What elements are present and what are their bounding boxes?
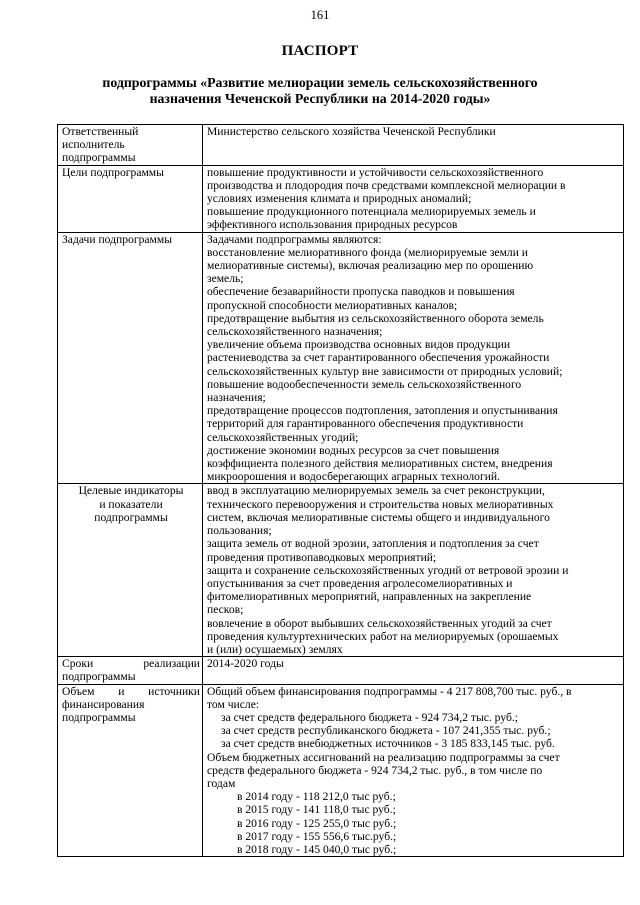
value-text: производства и плодородия почв средствами комплексной мелиорации в xyxy=(207,178,566,192)
row-value-goals xyxy=(203,165,624,232)
row-value-target-indicators xyxy=(203,484,624,657)
value-text: средств федерального бюджета - 924 734,2 тыс. руб., в том числе по xyxy=(207,763,543,777)
value-text: опустынивания за счет проведения агролесомелиоративных и xyxy=(207,576,513,590)
value-text: в 2015 году - 141 118,0 тыс руб.; xyxy=(237,803,396,817)
label-text: Сроки реализации xyxy=(62,657,200,671)
value-text: мелиоративные системы), включая реализацию мер по орошению xyxy=(207,259,534,273)
row-value-funding xyxy=(203,684,624,857)
value-text: вовлечение в оборот выбывших сельскохозяйственных угодий за счет xyxy=(207,616,552,630)
value-text: технического перевооружения и строительства новых мелиоративных xyxy=(207,497,554,511)
label-text: Ответственный xyxy=(62,125,139,138)
label-text: подпрограммы xyxy=(62,151,136,165)
label-text: подпрограммы xyxy=(62,710,136,724)
label-text: Задачи подпрограммы xyxy=(62,232,172,246)
row-value-tasks xyxy=(203,232,624,484)
value-text: в 2016 году - 125 255,0 тыс руб.; xyxy=(237,816,397,830)
value-text: условиях изменения климата и природных аномалий; xyxy=(207,192,472,206)
value-text: 2014-2020 годы xyxy=(207,657,284,671)
value-text: микроорошения и водосберегающих аграрных технологий. xyxy=(207,470,501,484)
subtitle-line: подпрограммы «Развитие мелиорации земель сельскохозяйственного xyxy=(102,75,538,90)
label-text: Объем и источники xyxy=(62,684,200,698)
value-text: проведения культуртехнических работ на мелиорируемых (орошаемых xyxy=(207,629,559,643)
value-text: сельскохозяйственных угодий; xyxy=(207,430,359,444)
label-text: Целевые индикаторы xyxy=(78,484,184,498)
value-text: пропускной способности мелиоративных каналов; xyxy=(207,298,458,312)
label-text: и показатели xyxy=(99,497,163,511)
row-value-responsible-executor xyxy=(203,125,624,166)
row-label-responsible-executor xyxy=(58,125,203,166)
label-text: исполнитель xyxy=(62,138,125,152)
table-row xyxy=(58,484,624,657)
page-number: 161 xyxy=(310,8,330,22)
row-label-implementation-period xyxy=(58,657,203,684)
table-row xyxy=(58,657,624,684)
table-row xyxy=(58,684,624,857)
value-text: защита земель от водной эрозии, затопления и подтопления за счет xyxy=(207,537,539,551)
subtitle-line: назначения Чеченской Республики на 2014-2020 годы» xyxy=(149,91,491,106)
label-text: подпрограммы xyxy=(94,510,168,524)
page-title: ПАСПОРТ xyxy=(281,43,359,59)
value-text: песков; xyxy=(207,603,244,617)
value-text: в 2014 году - 118 212,0 тыс руб.; xyxy=(237,790,396,804)
label-text: финансирования xyxy=(62,697,145,711)
value-text: повышение водообеспеченности земель сельскохозяйственного xyxy=(207,377,522,391)
label-text: Цели подпрограммы xyxy=(62,165,164,179)
value-text: защита и сохранение сельскохозяйственных угодий от ветровой эрозии и xyxy=(207,563,569,577)
value-text: растениеводства за счет гарантированного обеспечения урожайности xyxy=(207,351,550,365)
value-text: сельскохозяйственного назначения; xyxy=(207,325,383,339)
value-text: повышение продукционного потенциала мелиорируемых земель и xyxy=(207,205,536,219)
value-text: пользования; xyxy=(207,524,272,538)
table-row xyxy=(58,125,624,166)
value-text: проведения противопаводковых мероприятий; xyxy=(207,550,437,564)
value-text: Объем бюджетных ассигнований на реализацию подпрограммы за счет xyxy=(207,750,560,764)
value-text: эффективного использования природных ресурсов xyxy=(207,218,458,232)
value-text: назначения; xyxy=(207,391,266,405)
value-text: сельскохозяйственных культур вне зависимости от природных условий; xyxy=(207,364,563,378)
label-text: подпрограммы xyxy=(62,670,136,684)
passport-table xyxy=(57,124,624,857)
value-text: и (или) осушаемых) землях xyxy=(207,642,343,656)
row-value-implementation-period xyxy=(203,657,624,684)
value-text: Министерство сельского хозяйства Чеченской Республики xyxy=(207,125,496,138)
table-row xyxy=(58,232,624,484)
table-row xyxy=(58,165,624,232)
value-text: за счет средств федерального бюджета - 924 734,2 тыс. руб.; xyxy=(221,710,518,724)
value-text: в 2017 году - 155 556,6 тыс.руб.; xyxy=(237,829,397,843)
value-text: восстановление мелиоративного фонда (мелиорируемые земли и xyxy=(207,245,529,259)
value-text: повышение продуктивности и устойчивости сельскохозяйственного xyxy=(207,165,544,179)
row-label-goals xyxy=(58,165,203,232)
value-text: в 2018 году - 145 040,0 тыс руб.; xyxy=(237,842,397,856)
value-text: территорий для гарантированного обеспечения продуктивности xyxy=(207,417,524,431)
value-text: том числе: xyxy=(207,697,260,711)
value-text: Общий объем финансирования подпрограммы - 4 217 808,700 тыс. руб., в xyxy=(207,684,572,698)
value-text: Задачами подпрограммы являются: xyxy=(207,232,382,246)
row-label-target-indicators xyxy=(58,484,203,657)
value-text: за счет средств внебюджетных источников - 3 185 833,145 тыс. руб. xyxy=(221,737,555,751)
value-text: годам xyxy=(207,776,236,790)
value-text: систем, включая мелиоративные системы общего и индивидуального xyxy=(207,510,550,524)
value-text: за счет средств республиканского бюджета - 107 241,355 тыс. руб.; xyxy=(221,724,551,738)
value-text: земель; xyxy=(207,272,244,286)
page-subtitle xyxy=(60,75,580,107)
value-text: предотвращение процессов подтопления, затопления и опустынивания xyxy=(207,404,558,418)
value-text: обеспечение безаварийности пропуска паводков и повышения xyxy=(207,285,515,299)
value-text: ввод в эксплуатацию мелиорируемых земель за счет реконструкции, xyxy=(207,484,545,498)
value-text: предотвращение выбытия из сельскохозяйственного оборота земель xyxy=(207,311,544,325)
row-label-funding xyxy=(58,684,203,857)
value-text: фитомелиоративных мероприятий, направленных на закрепление xyxy=(207,590,532,604)
value-text: достижение экономии водных ресурсов за счет повышения xyxy=(207,443,500,457)
row-label-tasks xyxy=(58,232,203,484)
value-text: увеличение объема производства основных видов продукции xyxy=(207,338,511,352)
value-text: коэффициента полезного действия мелиоративных систем, внедрения xyxy=(207,457,553,471)
